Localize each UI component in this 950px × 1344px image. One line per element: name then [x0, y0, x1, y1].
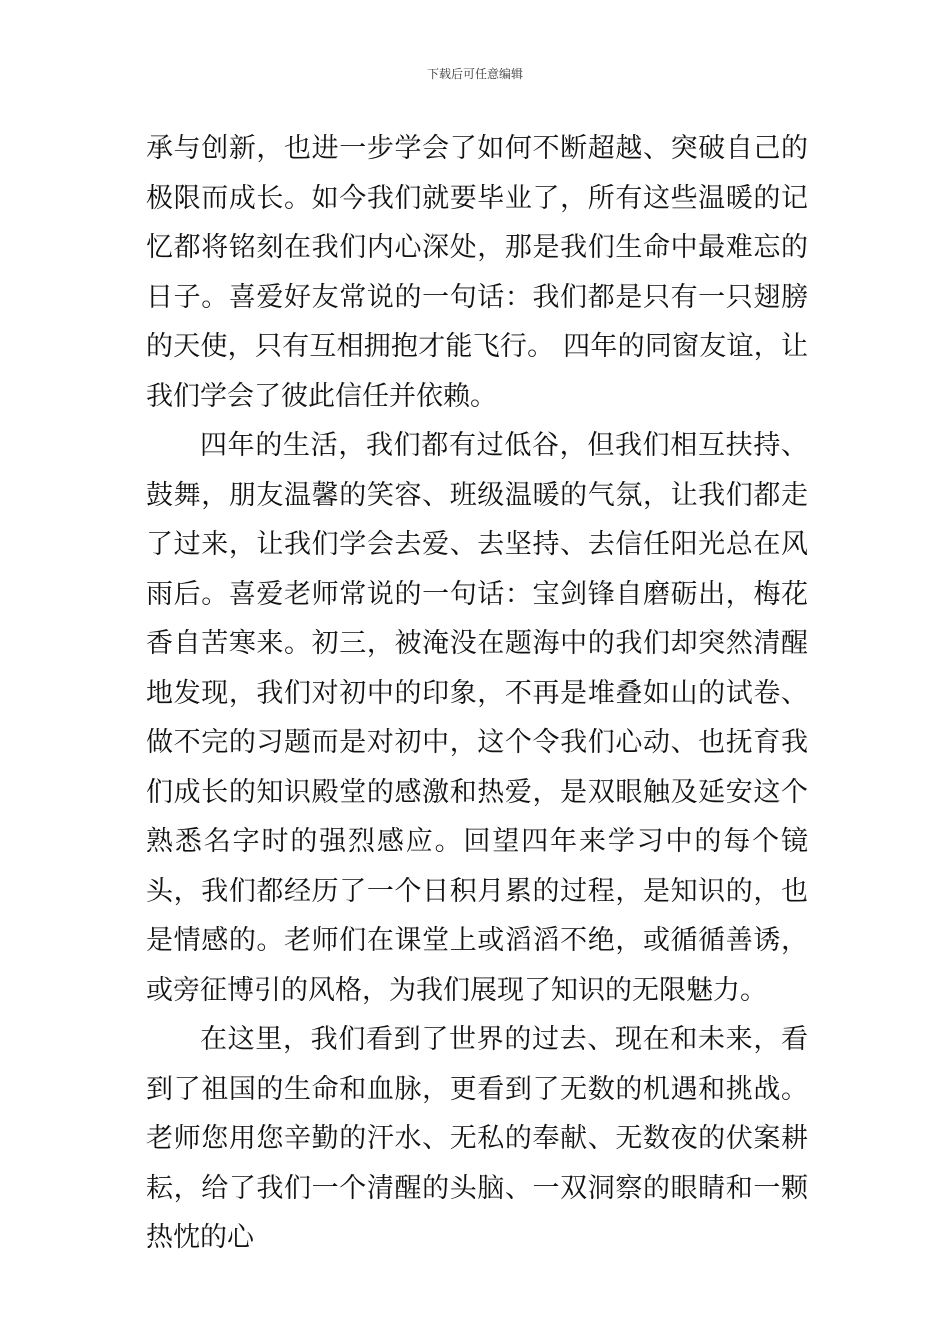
paragraph-2: 四年的生活，我们都有过低谷，但我们相互扶持、鼓舞，朋友温馨的笑容、班级温暖的气氛，让我们都走了过来，让我们学会去爱、去坚持、去信任阳光总在风雨后。喜爱老师常说的一句话：宝剑锋自磨砺出，梅花香自苦寒来。初三，被淹没在题海中的我们却突然清醒地发现，我们对初中的印象，不再是堆叠如山的试卷、做不完的习题而是对初中，这个令我们心动、也抚育我们成长的知识殿堂的感激和热爱，是双眼触及延安这个熟悉名字时的强烈感应。回望四年来学习中的每个镜头，我们都经历了一个日积月累的过程，是知识的，也是情感的。老师们在课堂上或滔滔不绝，或循循善诱，或旁征博引的风格，为我们展现了知识的无限魅力。 [146, 430, 808, 1006]
document-body [146, 124, 808, 1263]
paragraph-1: 承与创新，也进一步学会了如何不断超越、突破自己的极限而成长。如今我们就要毕业了，所有这些温暖的记忆都将铭刻在我们内心深处，那是我们生命中最难忘的日子。喜爱好友常说的一句话：我们都是只有一只翅膀的天使，只有互相拥抱才能飞行。 四年的同窗友谊，让我们学会了彼此信任并依赖。 [146, 133, 808, 412]
page-header: 下载后可任意编辑 [426, 67, 523, 81]
paragraph-3: 在这里，我们看到了世界的过去、现在和未来，看到了祖国的生命和血脉，更看到了无数的机遇和挑战。老师您用您辛勤的汗水、无私的奉献、无数夜的伏案耕耘，给了我们一个清醒的头脑、一双洞察的眼睛和一颗热忱的心 [146, 1024, 808, 1253]
